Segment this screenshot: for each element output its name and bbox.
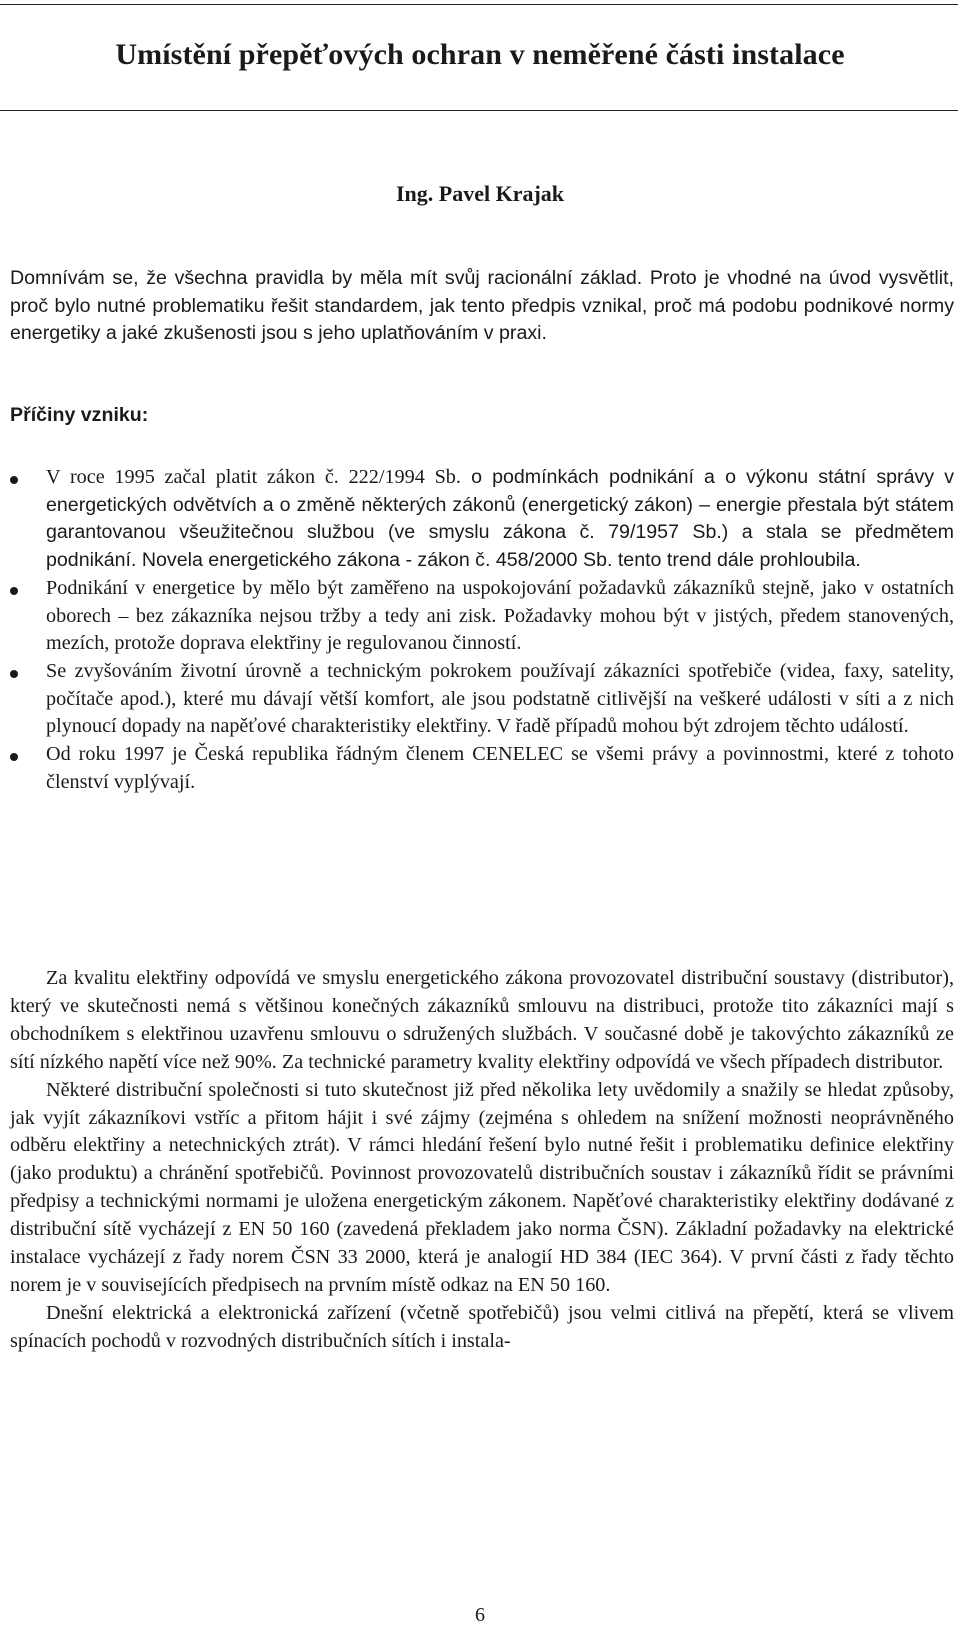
top-rule xyxy=(0,4,958,5)
page-number: 6 xyxy=(475,1604,485,1626)
body-text xyxy=(10,965,954,1356)
body-paragraph: Některé distribuční společnosti si tuto skutečnost již před několika lety uvědomily a snažily se hledat způsoby, jak vyjít zákazníkovi vstříc a přitom hájit i své zájmy (zejména s ohledem na snížení možnosti neoprávněného odběru elektřiny a netechnických ztrát). V rámci hledání řešení bylo nutné řešit i problematiku definice elektřiny (jako produktu) a chránění spotřebičů. Povinnost provozovatelů distribučních soustav i zákazníků řídit se právními předpisy a technickými normami je uložena energetickým zákonem. Napěťové charakteristiky elektřiny dodávané z distribuční sítě vycházejí z EN 50 160 (zavedená překladem jako norma ČSN). Základní požadavky na elektrické instalace vycházejí z řady norem ČSN 33 2000, která je analogií HD 384 (IEC 364). V první části z řady těchto norem je v souvisejících předpisech na prvním místě odkaz na EN 50 160. xyxy=(10,1078,954,1296)
bullet-icon xyxy=(10,753,18,761)
causes-list xyxy=(10,464,954,796)
body-paragraph: Za kvalitu elektřiny odpovídá ve smyslu energetického zákona provozovatel distribuční soustavy (distributor), který ve skutečnosti nemá s většinou konečných zákazníků smlouvu na distribuci, protože tito zákazníci mají s obchodníkem s elektřinou uzavřenu smlouvu o sdružených službách. V současné době je takovýchto zákazníků ze sítí nízkého napětí více než 90%. Za technické parametry kvality elektřiny odpovídá ve všech případech distributor. xyxy=(10,967,954,1073)
author-name: Ing. Pavel Krajak xyxy=(395,181,565,206)
list-item-lead: V roce 1995 začal platit zákon č. 222/1994 Sb. xyxy=(46,466,461,488)
section-heading: Příčiny vzniku: xyxy=(10,404,149,426)
list-item xyxy=(10,658,954,741)
document-title: Umístění přepěťových ochran v neměřené části instalace xyxy=(115,38,845,71)
body-paragraph: Dnešní elektrická a elektronická zařízení (včetně spotřebičů) jsou velmi citlivá na přepětí, která se vlivem spínacích pochodů v rozvodných distribučních sítích i instala- xyxy=(10,1301,954,1352)
list-item xyxy=(10,575,954,658)
bullet-icon xyxy=(10,670,18,678)
title-rule xyxy=(0,110,958,111)
bullet-icon xyxy=(10,587,18,595)
list-item-text: Se zvyšováním životní úrovně a technickým pokrokem používají zákazníci spotřebiče (videa, faxy, satelity, počítače apod.), které mu dávají větší komfort, ale jsou podstatně citlivější na veškeré události v síti a z nich plynoucí dopady na napěťové charakteristiky elektřiny. V řadě případů mohou být zdrojem těchto událostí. xyxy=(46,659,954,738)
list-item-text: Podnikání v energetice by mělo být zaměřeno na uspokojování požadavků zákazníků stejně, jako v ostatních oborech – bez zákazníka nejsou tržby a tedy ani zisk. Požadavky mohou být v jistých, předem stanovených, mezích, protože doprava elektřiny je regulovanou činností. xyxy=(46,576,954,655)
bullet-icon xyxy=(10,476,18,484)
list-item-rest: o podmínkách podnikání a o výkonu státní správy v energetických odvětvích a o změně některých zákonů (energetický zákon) – energie přestala být státem garantovanou všeužitečnou službou (ve smyslu zákona č. 79/1957 Sb.) a stala se předmětem podnikání. Novela energetického zákona - zákon č. 458/2000 Sb. tento trend dále prohloubila. xyxy=(46,466,954,572)
list-item-text: Od roku 1997 je Česká republika řádným členem CENELEC se všemi právy a povinnostmi, které z tohoto členství vyplývají. xyxy=(46,743,954,793)
list-item xyxy=(10,741,954,796)
list-item xyxy=(10,464,954,575)
intro-paragraph: Domnívám se, že všechna pravidla by měla mít svůj racionální základ. Proto je vhodné na úvod vysvětlit, proč bylo nutné problematiku řešit standardem, jak tento předpis vznikal, proč má podobu podnikové normy energetiky a jaké zkušenosti jsou s jeho uplatňováním v praxi. xyxy=(10,267,954,345)
